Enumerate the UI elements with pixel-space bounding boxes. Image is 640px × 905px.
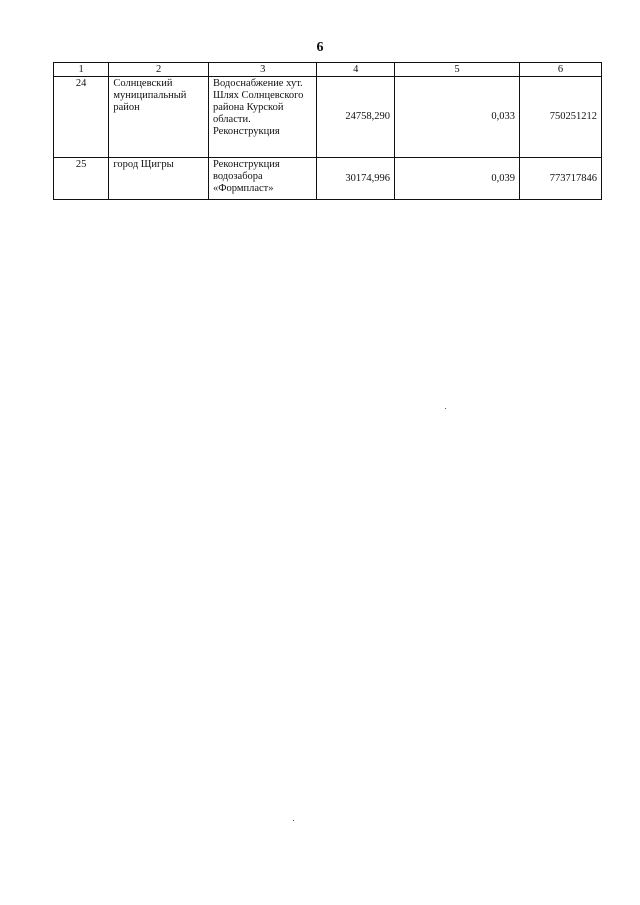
- district-cell: Солнцевский муниципальный район: [109, 77, 209, 158]
- object-cell: Водоснабжение хут. Шлях Солнцевского района Курской области. Реконструкция: [208, 77, 316, 158]
- data-table: [53, 62, 602, 200]
- amount-cell: 24758,290: [317, 77, 394, 158]
- ratio-cell: 0,039: [394, 158, 519, 200]
- row-number-cell: 25: [54, 158, 109, 200]
- row-number-cell: 24: [54, 77, 109, 158]
- column-header-2: 2: [109, 63, 209, 77]
- column-header-4: 4: [317, 63, 394, 77]
- column-header-3: 3: [208, 63, 316, 77]
- object-cell: Реконструкция водозабора «Формпласт»: [208, 158, 316, 200]
- table-header-row: [54, 63, 602, 77]
- scan-speck: [293, 820, 294, 821]
- district-cell: город Щигры: [109, 158, 209, 200]
- code-cell: 773717846: [520, 158, 602, 200]
- table-row: [54, 77, 602, 158]
- table-row: [54, 158, 602, 200]
- ratio-cell: 0,033: [394, 77, 519, 158]
- column-header-6: 6: [520, 63, 602, 77]
- code-cell: 750251212: [520, 77, 602, 158]
- column-header-5: 5: [394, 63, 519, 77]
- amount-cell: 30174,996: [317, 158, 394, 200]
- column-header-1: 1: [54, 63, 109, 77]
- scan-speck: [445, 408, 446, 409]
- page-number: 6: [316, 40, 324, 55]
